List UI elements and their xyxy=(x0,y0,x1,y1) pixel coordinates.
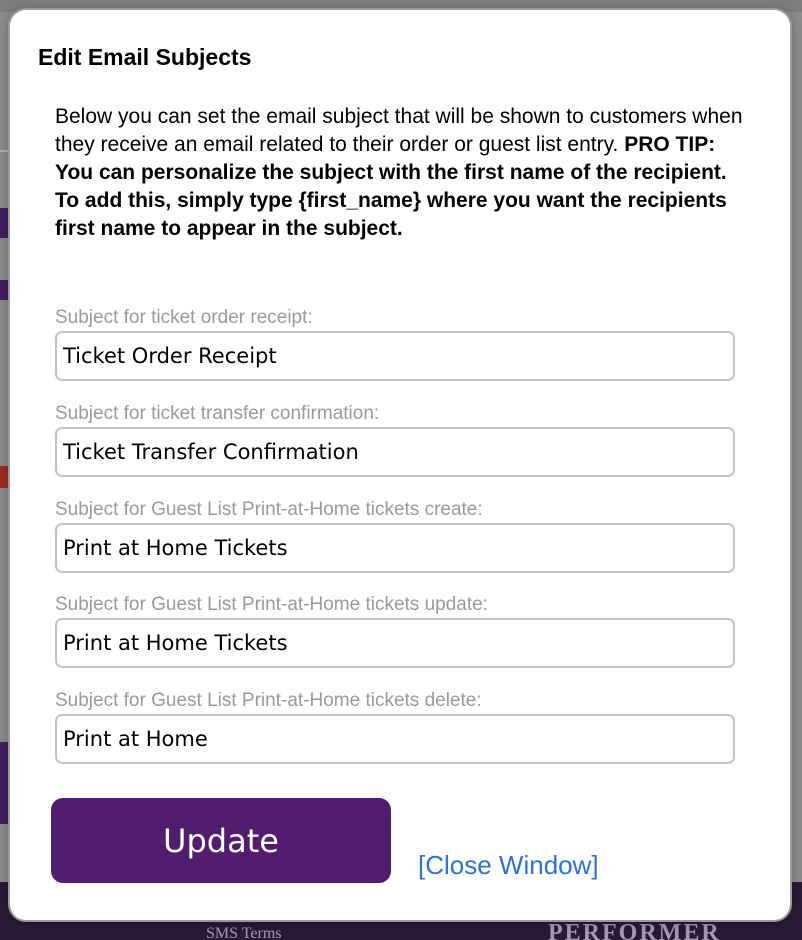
background-divider xyxy=(0,150,10,152)
guest-list-create-subject-input[interactable] xyxy=(55,523,735,573)
field-label: Subject for ticket order receipt: xyxy=(55,307,313,328)
footer-sms-terms-link[interactable]: SMS Terms xyxy=(206,925,282,940)
field-label: Subject for ticket transfer confirmation: xyxy=(55,403,380,424)
field-label: Subject for Guest List Print-at-Home tickets update: xyxy=(55,594,488,615)
field-group-transfer-confirmation xyxy=(55,403,735,477)
background-graphic xyxy=(0,208,8,238)
guest-list-update-subject-input[interactable] xyxy=(55,618,735,668)
dialog-title: Edit Email Subjects xyxy=(38,44,252,70)
field-label: Subject for Guest List Print-at-Home tickets create: xyxy=(55,499,483,520)
update-button[interactable]: Update xyxy=(51,798,391,883)
background-graphic xyxy=(0,280,8,300)
footer-performer-text: PERFORMER xyxy=(548,920,721,940)
field-group-guest-list-update xyxy=(55,594,735,668)
edit-email-subjects-dialog xyxy=(10,10,790,920)
transfer-confirmation-subject-input[interactable] xyxy=(55,427,735,477)
field-group-guest-list-delete xyxy=(55,690,735,764)
field-group-order-receipt xyxy=(55,307,735,381)
close-window-link[interactable]: [Close Window] xyxy=(418,850,599,880)
field-group-guest-list-create xyxy=(55,499,735,573)
background-graphic xyxy=(0,742,8,824)
description-pro-tip: PRO TIP: You can personalize the subject with the first name of the recipient. To add this, simply type {first_name} where you want the recipients first name to appear in the subject. xyxy=(55,133,727,240)
dialog-description xyxy=(55,103,745,243)
order-receipt-subject-input[interactable] xyxy=(55,331,735,381)
description-intro: Below you can set the email subject that will be shown to customers when they receive an email related to their order or guest list entry. xyxy=(55,105,743,156)
field-label: Subject for Guest List Print-at-Home tickets delete: xyxy=(55,690,482,711)
guest-list-delete-subject-input[interactable] xyxy=(55,714,735,764)
background-graphic xyxy=(0,466,8,488)
